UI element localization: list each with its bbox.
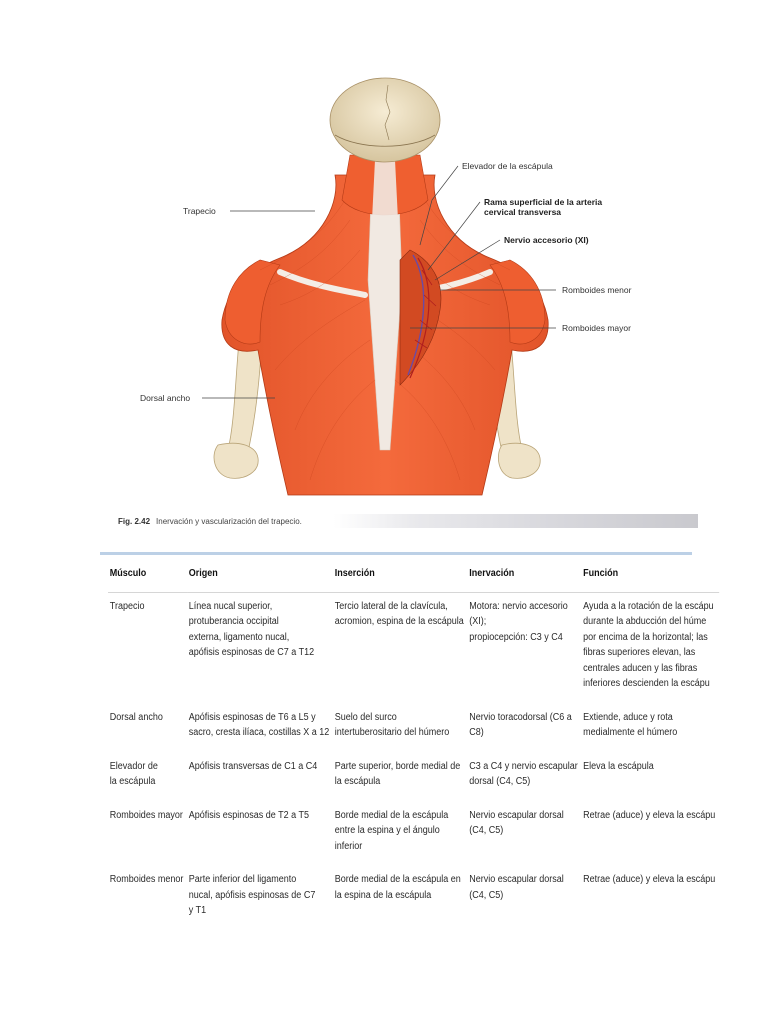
cell-origen xyxy=(187,802,333,867)
table-row xyxy=(108,866,719,931)
table-body xyxy=(108,592,719,931)
cell-line: intertuberositario del húmero xyxy=(334,727,450,738)
label-romboides-mayor: Romboides mayor xyxy=(562,323,631,333)
table-row xyxy=(108,802,719,867)
cell-line: entre la espina y el ángulo xyxy=(334,825,440,836)
cell-musculo xyxy=(108,704,187,753)
cell-line: Ayuda a la rotación de la escápu xyxy=(583,600,714,612)
cell-line: C8) xyxy=(469,727,484,738)
cell-line: Nervio escapular dorsal xyxy=(469,874,564,885)
cell-line: Nervio escapular dorsal xyxy=(469,809,564,821)
label-trapecio: Trapecio xyxy=(183,206,216,216)
table-row xyxy=(108,704,719,753)
cell-musculo xyxy=(108,592,187,704)
cell-line: Parte inferior del ligamento xyxy=(188,874,297,885)
cell-line: propiocepción: C3 y C4 xyxy=(469,631,563,643)
cell-line: nucal, apófisis espinosas de C7 xyxy=(188,889,316,901)
header-insercion: Inserción xyxy=(333,566,467,592)
cell-line: (C4, C5) xyxy=(469,825,504,836)
cell-line: dorsal (C4, C5) xyxy=(469,776,531,787)
cell-insercion xyxy=(333,704,467,753)
cell-inervacion xyxy=(467,704,581,753)
cell-line: por encima de la horizontal; las xyxy=(583,631,708,643)
cell-line: Romboides menor xyxy=(109,874,184,885)
cell-inervacion xyxy=(467,753,581,802)
cell-insercion xyxy=(333,592,467,704)
cell-funcion xyxy=(581,866,718,931)
cell-funcion xyxy=(581,753,718,802)
cell-line: y T1 xyxy=(188,905,207,916)
cell-line: la escápula xyxy=(109,776,156,787)
table-row xyxy=(108,592,719,704)
label-elevador: Elevador de la escápula xyxy=(462,161,553,171)
cell-inervacion xyxy=(467,866,581,931)
cell-line: Dorsal ancho xyxy=(109,711,163,723)
cell-insercion xyxy=(333,866,467,931)
cell-line: centrales aducen y las fibras xyxy=(583,662,698,674)
cell-origen xyxy=(187,704,333,753)
header-origen: Origen xyxy=(187,566,333,592)
cell-line: Apófisis transversas de C1 a C4 xyxy=(188,760,318,772)
table-row xyxy=(108,753,719,802)
header-inervacion: Inervación xyxy=(467,566,581,592)
label-romboides-menor: Romboides menor xyxy=(562,285,632,295)
cell-line: Borde medial de la escápula en xyxy=(334,874,461,885)
cell-line: fibras superiores elevan, las xyxy=(583,647,696,658)
cell-line: (XI); xyxy=(469,616,487,627)
cell-line: medialmente el húmero xyxy=(583,727,678,738)
cell-line: Trapecio xyxy=(109,600,145,612)
cell-line: durante la abducción del húme xyxy=(583,616,707,627)
cell-line: Extiende, aduce y rota xyxy=(583,711,673,723)
cell-line: apófisis espinosas de C7 a T12 xyxy=(188,647,315,658)
cell-line: Motora: nervio accesorio xyxy=(469,600,568,612)
cell-funcion xyxy=(581,704,718,753)
muscle-table-container xyxy=(100,552,716,916)
label-rama-1: Rama superficial de la arteria xyxy=(484,197,603,207)
header-musculo: Músculo xyxy=(108,566,187,592)
figure-caption xyxy=(110,514,698,528)
muscle-table xyxy=(108,566,719,931)
back-muscles-figure xyxy=(110,80,700,505)
figure-number: Fig. 2.42 xyxy=(118,516,151,526)
cell-line: Nervio toracodorsal (C6 a xyxy=(469,711,572,723)
cell-line: externa, ligamento nucal, xyxy=(188,631,290,643)
cell-musculo xyxy=(108,866,187,931)
table-header-row xyxy=(108,566,719,592)
trapezius-illustration xyxy=(110,80,700,505)
label-dorsal-ancho: Dorsal ancho xyxy=(140,393,191,403)
cell-musculo xyxy=(108,802,187,867)
cell-line: Línea nucal superior, xyxy=(188,600,273,612)
label-nervio-accesorio: Nervio accesorio (XI) xyxy=(504,235,589,245)
cell-origen xyxy=(187,866,333,931)
cell-musculo xyxy=(108,753,187,802)
cell-line: Borde medial de la escápula xyxy=(334,809,449,821)
cell-origen xyxy=(187,753,333,802)
cell-funcion xyxy=(581,802,718,867)
cell-inervacion xyxy=(467,592,581,704)
cell-funcion xyxy=(581,592,718,704)
cell-inervacion xyxy=(467,802,581,867)
label-rama-2: cervical transversa xyxy=(484,207,562,217)
cell-line: inferior xyxy=(334,840,363,852)
cell-line: la escápula xyxy=(334,776,381,787)
cell-line: Apófisis espinosas de T2 a T5 xyxy=(188,809,309,821)
cell-line: Romboides mayor xyxy=(109,809,183,821)
figure-caption-text: Inervación y vascularización del trapecio. xyxy=(156,516,302,526)
header-funcion: Función xyxy=(581,566,718,592)
cell-line: Eleva la escápula xyxy=(583,760,654,772)
cell-insercion xyxy=(333,753,467,802)
cell-line: Retrae (aduce) y eleva la escápu xyxy=(583,874,716,885)
table-top-rule xyxy=(100,552,692,555)
cell-line: protuberancia occipital xyxy=(188,616,279,627)
skull xyxy=(330,78,440,162)
cell-line: Apófisis espinosas de T6 a L5 y xyxy=(188,711,316,723)
cell-line: Suelo del surco xyxy=(334,711,397,723)
left-arm xyxy=(214,330,262,478)
cell-line: Tercio lateral de la clavícula, xyxy=(334,600,448,612)
cell-line: Elevador de xyxy=(109,760,158,772)
cell-line: sacro, cresta ilíaca, costillas X a 12 xyxy=(188,727,330,738)
cell-line: Retrae (aduce) y eleva la escápu xyxy=(583,809,716,821)
cell-line: C3 a C4 y nervio escapular xyxy=(469,760,578,772)
cell-line: (C4, C5) xyxy=(469,889,504,901)
cell-line: la espina de la escápula xyxy=(334,889,432,901)
cell-line: Parte superior, borde medial de xyxy=(334,760,461,772)
cell-line: acromion, espina de la escápula xyxy=(334,616,464,627)
cell-origen xyxy=(187,592,333,704)
cell-insercion xyxy=(333,802,467,867)
cell-line: inferiores descienden la escápu xyxy=(583,678,710,689)
